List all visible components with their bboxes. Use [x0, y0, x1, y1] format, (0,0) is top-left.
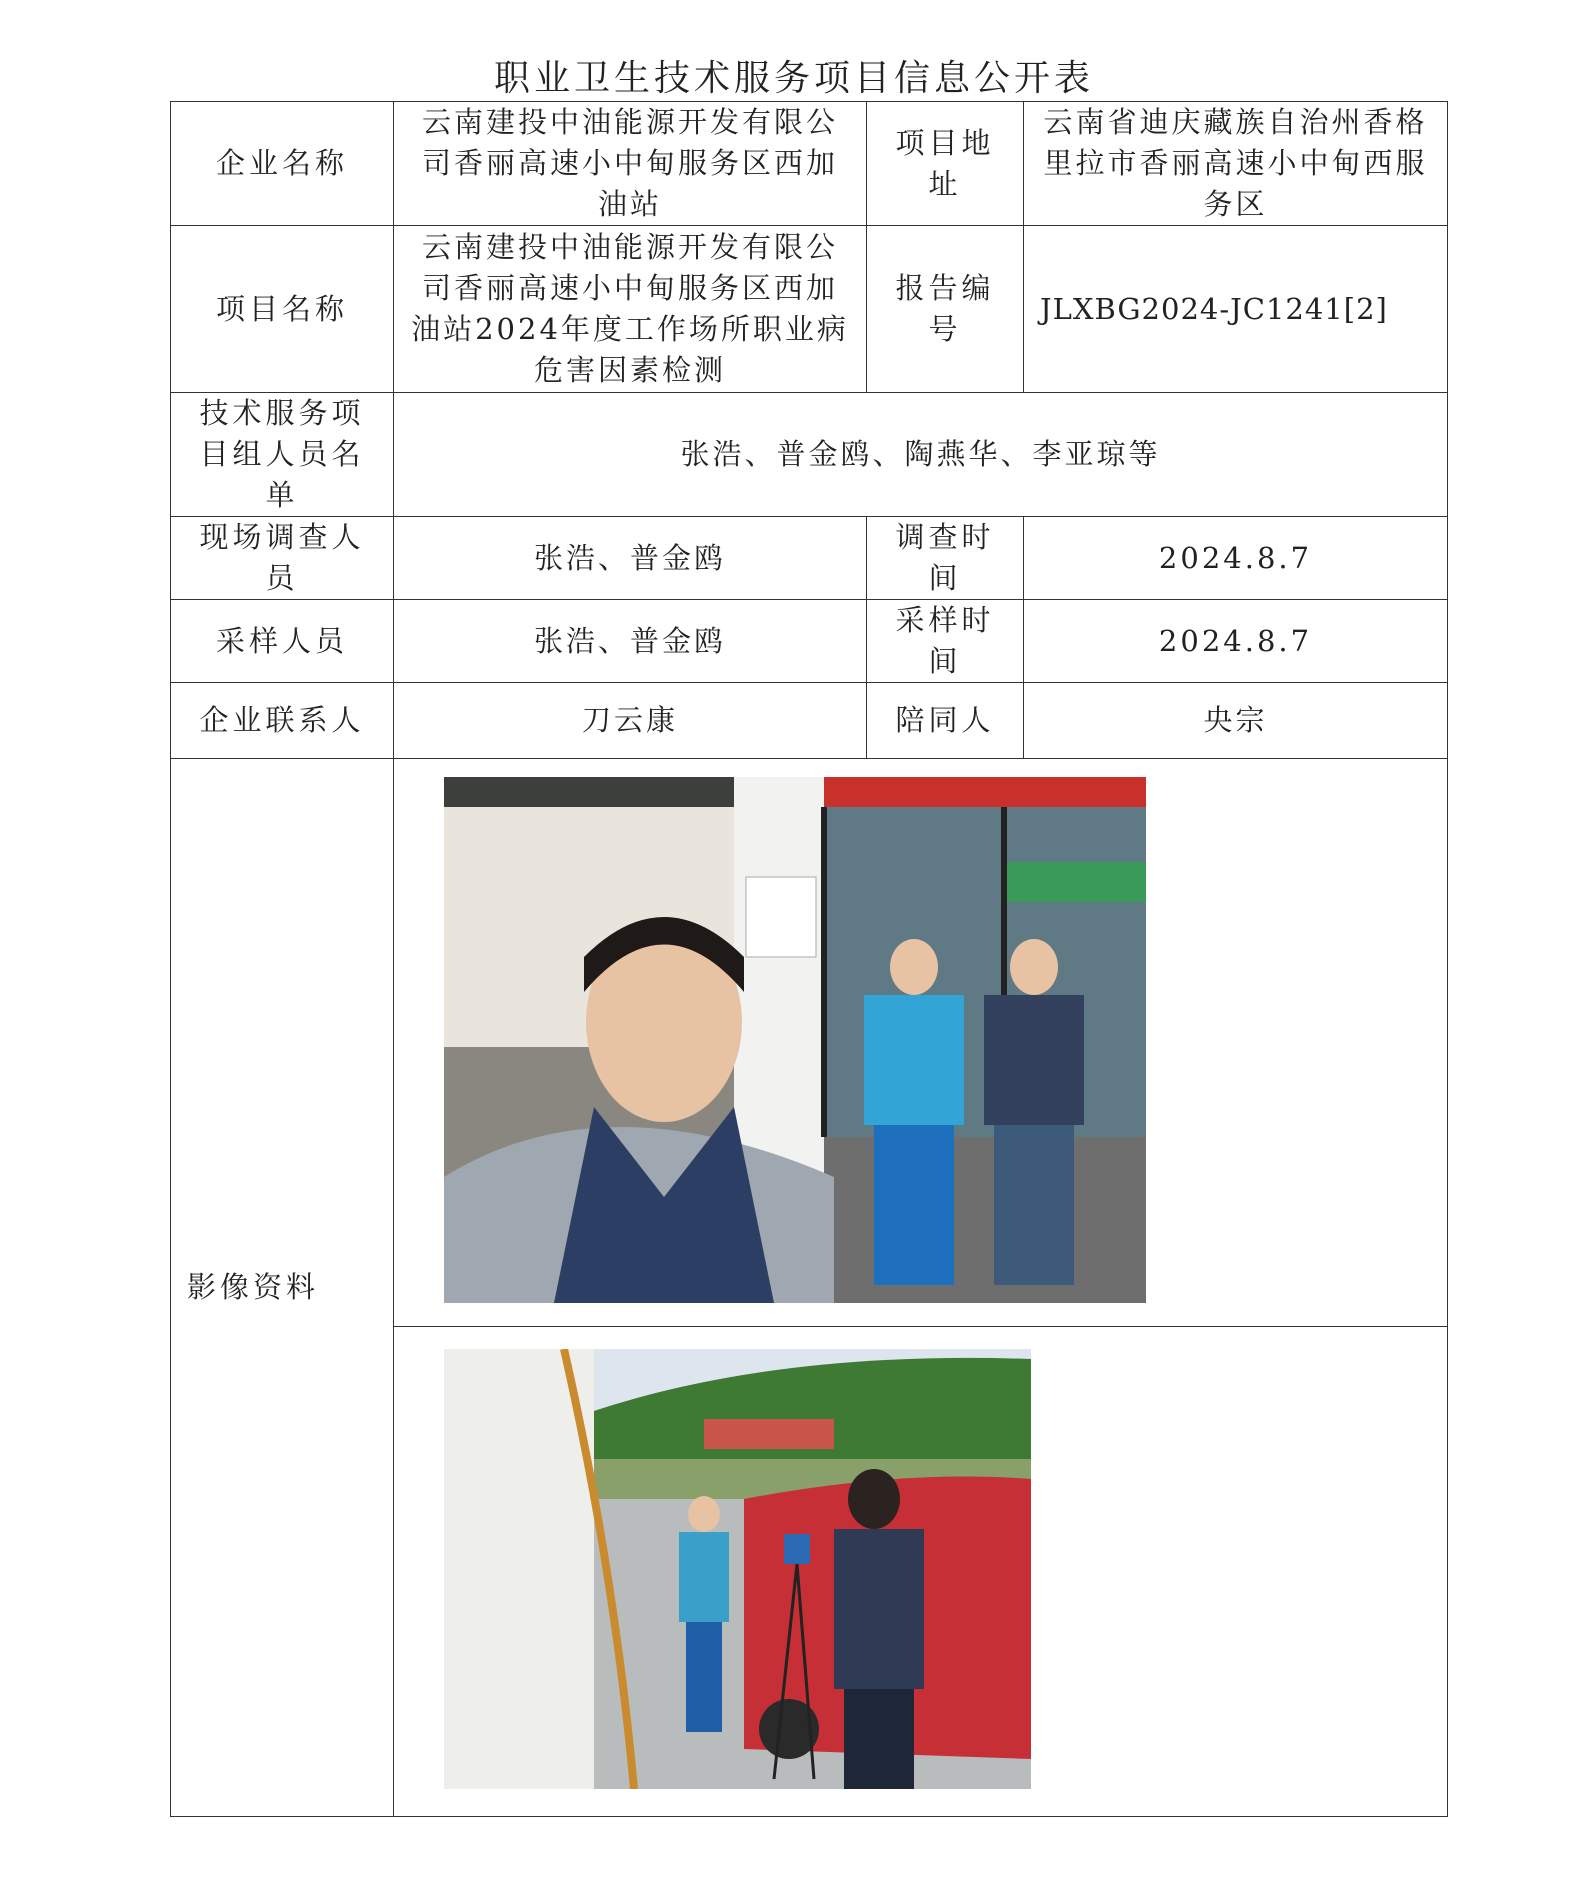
sampling-staff-label: 采样人员: [171, 600, 394, 683]
contact-value: 刀云康: [394, 683, 867, 759]
team-members-value: 张浩、普金鸥、陶燕华、李亚琼等: [394, 393, 1448, 517]
project-name-value: 云南建投中油能源开发有限公司香丽高速小中甸服务区西加油站2024年度工作场所职业病危害因素检测: [394, 226, 867, 393]
company-name-value: 云南建投中油能源开发有限公司香丽高速小中甸服务区西加油站: [394, 102, 867, 226]
project-address-label: 项目地址: [867, 102, 1024, 226]
table-row: [171, 102, 1448, 226]
survey-time-value: 2024.8.7: [1024, 517, 1448, 600]
table-row: [171, 600, 1448, 683]
photo-sampling: [444, 1349, 1031, 1789]
project-name-label: 项目名称: [171, 226, 394, 393]
sampling-staff-value: 张浩、普金鸥: [394, 600, 867, 683]
survey-time-label: 调查时间: [867, 517, 1024, 600]
photo-staff-selfie: [444, 777, 1146, 1303]
report-number-label: 报告编号: [867, 226, 1024, 393]
table-row: [171, 517, 1448, 600]
table-row: [171, 393, 1448, 517]
images-label: 影像资料: [171, 759, 394, 1817]
sampling-time-label: 采样时间: [867, 600, 1024, 683]
survey-staff-value: 张浩、普金鸥: [394, 517, 867, 600]
table-row: [171, 683, 1448, 759]
photo-cell-1: [394, 759, 1448, 1327]
survey-staff-label: 现场调查人员: [171, 517, 394, 600]
contact-label: 企业联系人: [171, 683, 394, 759]
photo-cell-2: [394, 1327, 1448, 1817]
info-table: [170, 101, 1448, 1817]
table-row: [171, 759, 1448, 1327]
escort-label: 陪同人: [867, 683, 1024, 759]
table-row: [171, 226, 1448, 393]
sampling-time-value: 2024.8.7: [1024, 600, 1448, 683]
report-number-value: JLXBG2024-JC1241[2]: [1024, 226, 1448, 393]
escort-value: 央宗: [1024, 683, 1448, 759]
page-title: 职业卫生技术服务项目信息公开表: [493, 58, 1094, 99]
team-members-label: 技术服务项目组人员名单: [171, 393, 394, 517]
project-address-value: 云南省迪庆藏族自治州香格里拉市香丽高速小中甸西服务区: [1024, 102, 1448, 226]
company-name-label: 企业名称: [171, 102, 394, 226]
